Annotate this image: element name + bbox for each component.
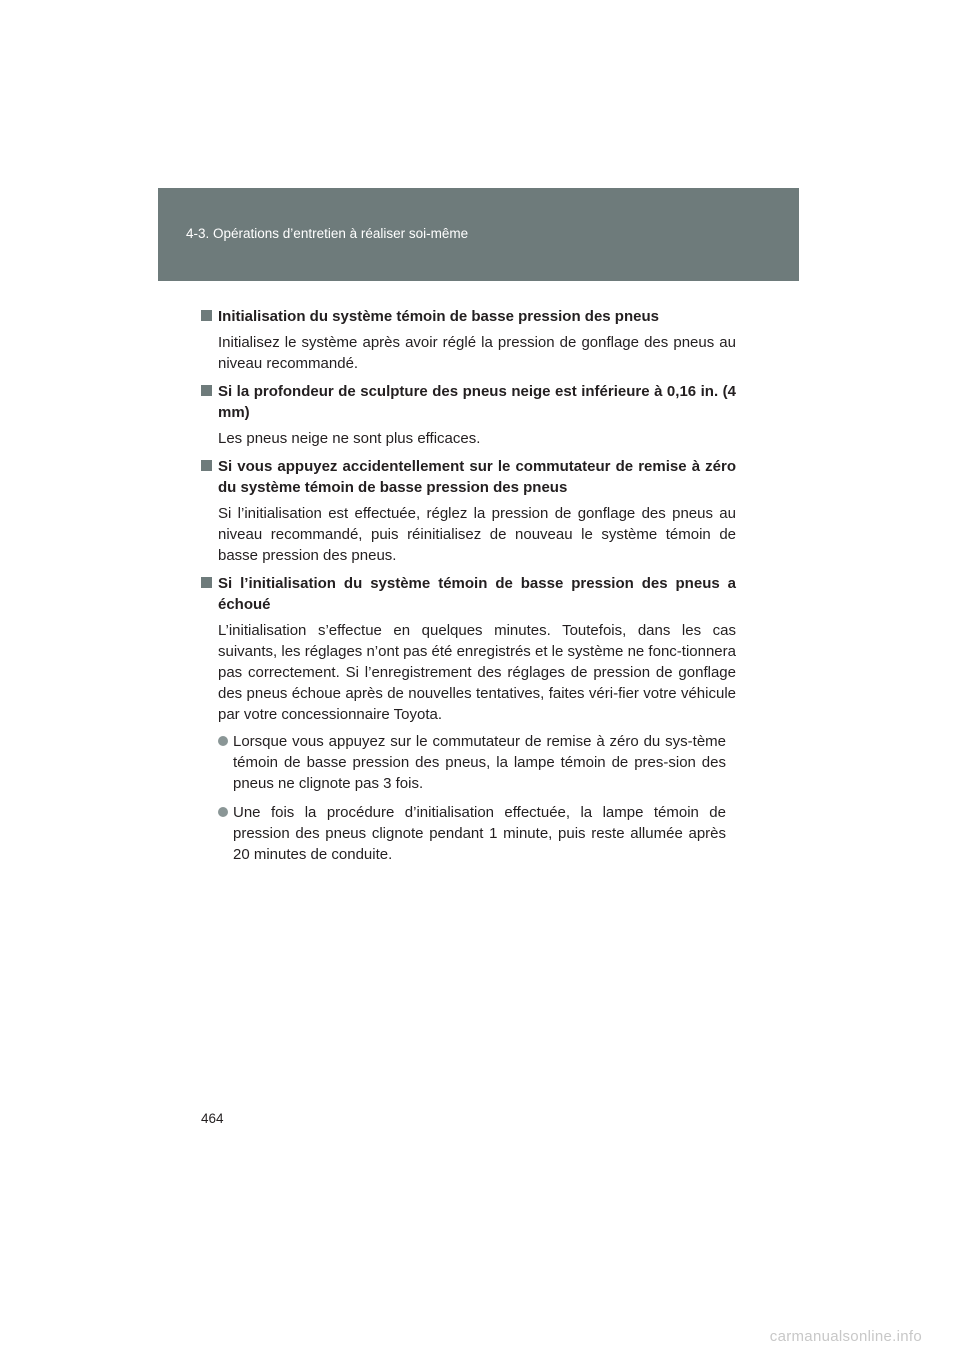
square-icon — [201, 385, 212, 396]
bullet-dot-icon — [218, 807, 228, 817]
section-heading: Si l’initialisation du système témoin de basse pression des pneus a échoué — [218, 575, 736, 613]
square-icon — [201, 577, 212, 588]
section-body: Initialisez le système après avoir réglé la pression de gonflage des pneus au niveau recommandé. — [218, 334, 736, 372]
section-body: L’initialisation s’effectue en quelques minutes. Toutefois, dans les cas suivants, les réglages n’ont pas été enregistrés et le système ne fonc-tionnera pas correctement. Si l’enregistrement des réglages de pression de gonflage des pneus échoue après de nouvelles tentatives, faites véri-fier votre véhicule par votre concessionnaire Toyota. — [218, 622, 736, 723]
section-body: Les pneus neige ne sont plus efficaces. — [218, 430, 481, 447]
section-body: Si l’initialisation est effectuée, réglez la pression de gonflage des pneus au niveau recommandé, puis réinitialisez de nouveau le système témoin de basse pression des pneus. — [218, 505, 736, 564]
bullet-list — [218, 731, 736, 865]
list-item — [218, 731, 736, 794]
watermark: carmanualsonline.info — [769, 1328, 922, 1345]
section-header-band — [158, 188, 799, 281]
section-initialization-failed — [201, 573, 736, 865]
bullet-text: Une fois la procédure d’initialisation effectuée, la lampe témoin de pression des pneus clignote pendant 1 minute, puis reste allumée après 20 minutes de conduite. — [233, 804, 726, 863]
section-heading: Si la profondeur de sculpture des pneus neige est inférieure à 0,16 in. (4 mm) — [218, 383, 736, 421]
bullet-dot-icon — [218, 736, 228, 746]
section-accidental-reset — [201, 456, 736, 566]
square-icon — [201, 460, 212, 471]
list-item — [218, 802, 736, 865]
page-number: 464 — [201, 1111, 224, 1126]
square-icon — [201, 310, 212, 321]
section-tpms-initialization — [201, 306, 736, 374]
section-heading: Si vous appuyez accidentellement sur le commutateur de remise à zéro du système témoin de basse pression des pneus — [218, 458, 736, 496]
section-heading: Initialisation du système témoin de basse pression des pneus — [218, 308, 659, 325]
bullet-text: Lorsque vous appuyez sur le commutateur de remise à zéro du sys-tème témoin de basse pression des pneus, la lampe témoin de pres-sion des pneus ne clignote pas 3 fois. — [233, 733, 726, 792]
section-snow-tire-depth — [201, 381, 736, 449]
section-title: 4-3. Opérations d’entretien à réaliser soi-même — [186, 226, 469, 241]
page-content — [201, 306, 736, 873]
